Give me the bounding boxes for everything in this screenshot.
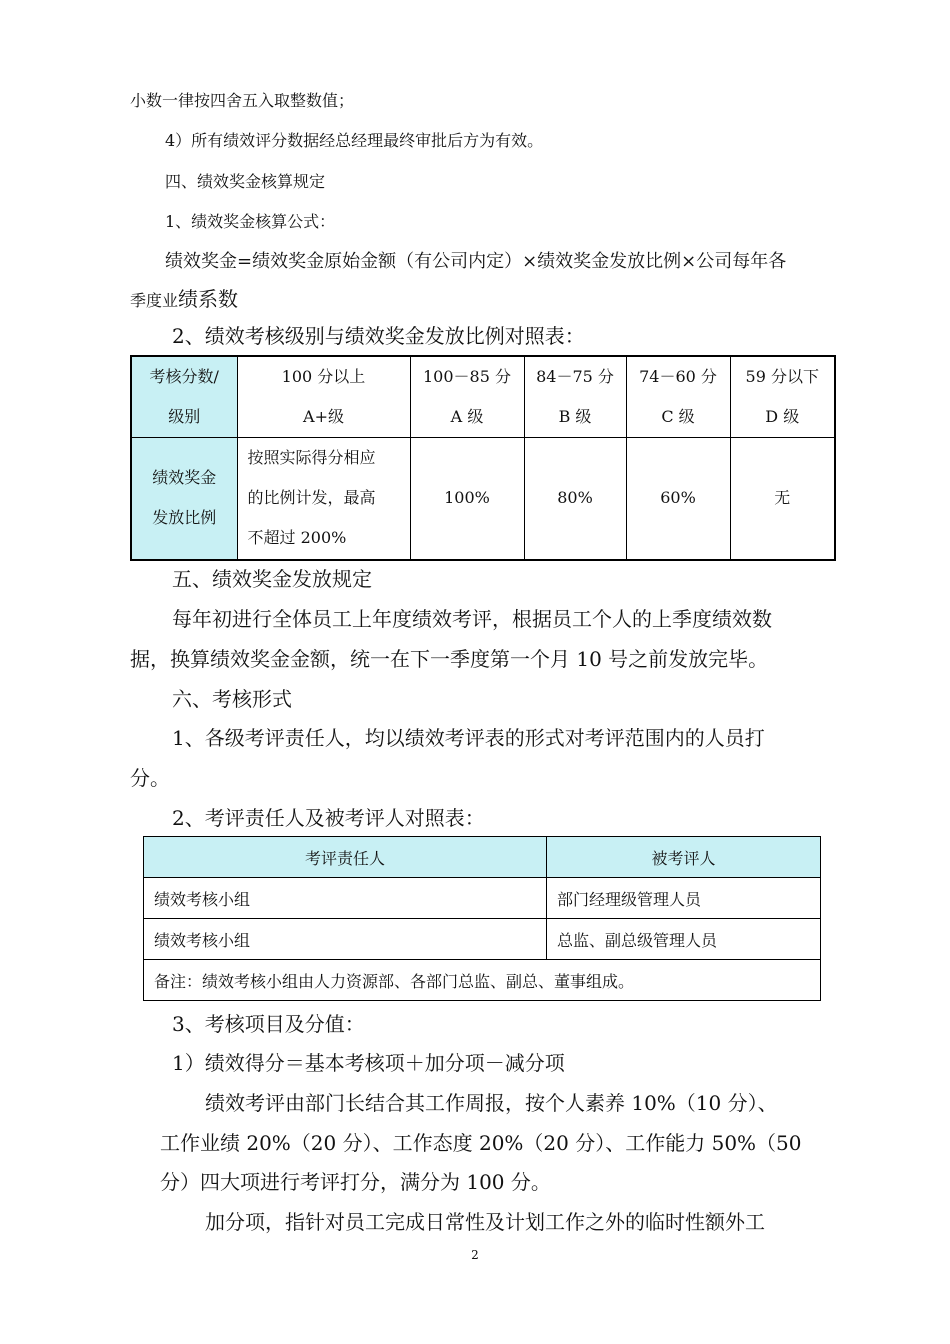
ratio-cell-first (237, 438, 410, 560)
formula-small-text: 季度业 (130, 291, 179, 310)
grade-level: C 级 (661, 407, 695, 426)
ratio-cell: 100% (410, 438, 524, 560)
reviewee-cell: 部门经理级管理人员 (547, 878, 821, 919)
paragraph-weights-line3: 分）四大项进行考评打分，满分为 100 分。 (160, 1170, 551, 1194)
heading-bonus-formula: 1、绩效奖金核算公式： (165, 212, 336, 231)
grade-cell (237, 356, 410, 438)
paragraph-weights-line1: 绩效考评由部门长结合其工作周报，按个人素养 10%（10 分）、 (205, 1091, 778, 1115)
paragraph-formula-line2 (130, 283, 238, 312)
grade-cell (524, 356, 626, 438)
heading-reviewer-table: 2、考评责任人及被考评人对照表： (172, 806, 485, 830)
paragraph-formula-line1: 绩效奖金=绩效奖金原始金额（有公司内定）×绩效奖金发放比例×公司每年各 (165, 251, 787, 272)
ratio-text-line2: 的比例计发，最高 (247, 488, 376, 508)
grade-range: 100－85 分 (423, 367, 511, 386)
ratio-text-line3: 不超过 200% (247, 528, 347, 548)
grade-level: D 级 (765, 407, 800, 426)
grade-cell (730, 356, 835, 438)
table-row (144, 919, 821, 960)
grade-range: 74－60 分 (639, 367, 717, 386)
grade-level: A 级 (450, 407, 484, 426)
formula-large-text: 绩系数 (178, 287, 239, 311)
ratio-text-line1: 按照实际得分相应 (247, 448, 376, 468)
ratio-cell: 60% (626, 438, 730, 560)
grade-cell (410, 356, 524, 438)
header-label-line1: 考核分数/ (149, 367, 219, 386)
grade-range: 59 分以下 (745, 367, 819, 386)
reviewer-cell: 绩效考核小组 (144, 919, 547, 960)
paragraph-payout-line2: 据，换算绩效奖金金额，统一在下一季度第一个月 10 号之前发放完毕。 (130, 647, 769, 671)
reviewee-cell: 总监、副总级管理人员 (547, 919, 821, 960)
paragraph-bonus-items: 加分项，指针对员工完成日常性及计划工作之外的临时性额外工 (205, 1210, 765, 1234)
table-row (144, 878, 821, 919)
grade-level: A+级 (303, 407, 344, 426)
table-header-label (131, 356, 237, 438)
table-note: 备注：绩效考核小组由人力资源部、各部门总监、副总、董事组成。 (144, 960, 821, 1001)
paragraph-score-formula: 1）绩效得分＝基本考核项＋加分项－减分项 (172, 1051, 565, 1075)
heading-bonus-calc: 四、绩效奖金核算规定 (165, 172, 326, 191)
paragraph-approval-rule: 4）所有绩效评分数据经总经理最终审批后方为有效。 (165, 131, 544, 150)
reviewer-header: 考评责任人 (144, 837, 547, 878)
reviewer-cell: 绩效考核小组 (144, 878, 547, 919)
paragraph-review-line1: 1、各级考评责任人，均以绩效考评表的形式对考评范围内的人员打 (172, 726, 765, 750)
row-label-line1: 绩效奖金 (152, 468, 217, 488)
heading-bonus-payout: 五、绩效奖金发放规定 (172, 567, 372, 591)
paragraph-review-line2: 分。 (130, 766, 170, 790)
row-label-line2: 发放比例 (152, 508, 217, 528)
table-row-label (131, 438, 237, 560)
header-label-line2: 级别 (168, 407, 201, 426)
heading-review-form: 六、考核形式 (172, 687, 292, 711)
ratio-cell: 无 (730, 438, 835, 560)
paragraph-weights-line2: 工作业绩 20%（20 分）、工作态度 20%（20 分）、工作能力 50%（50 (160, 1131, 802, 1155)
grade-range: 100 分以上 (281, 367, 366, 386)
grade-cell (626, 356, 730, 438)
grade-level: B 级 (558, 407, 592, 426)
heading-items-scores: 3、考核项目及分值： (172, 1012, 365, 1036)
grade-range: 84－75 分 (536, 367, 614, 386)
grade-bonus-table (130, 355, 836, 561)
heading-grade-table: 2、绩效考核级别与绩效奖金发放比例对照表： (172, 324, 585, 348)
page-number: 2 (471, 1248, 479, 1262)
reviewee-header: 被考评人 (547, 837, 821, 878)
reviewer-table (143, 836, 821, 1001)
paragraph-payout-line1: 每年初进行全体员工上年度绩效考评，根据员工个人的上季度绩效数 (172, 607, 772, 631)
paragraph-decimal-rule: 小数一律按四舍五入取整数值； (130, 91, 355, 110)
ratio-cell: 80% (524, 438, 626, 560)
